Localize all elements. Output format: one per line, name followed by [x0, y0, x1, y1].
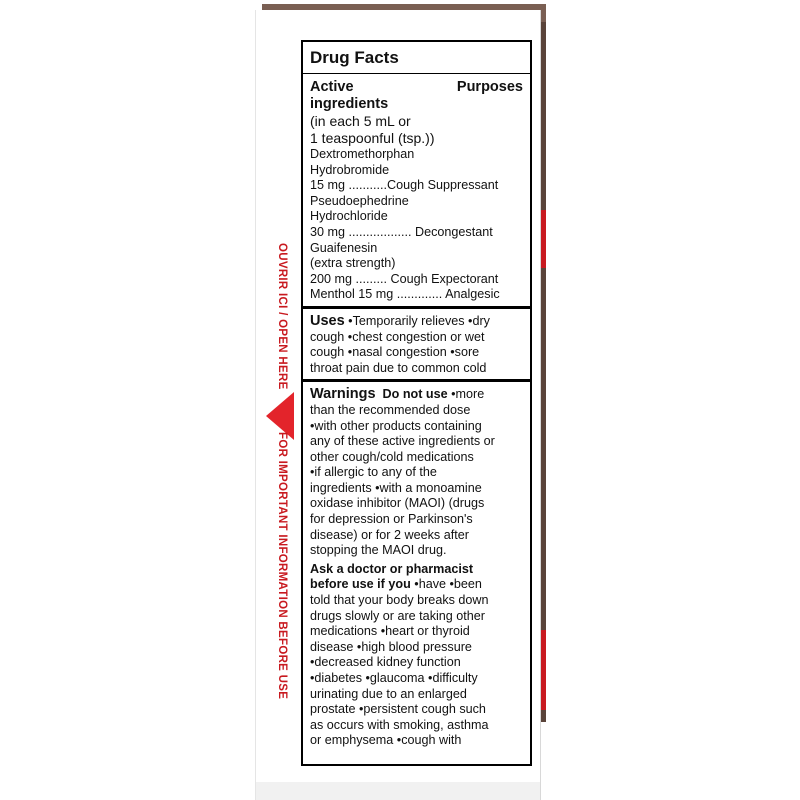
warnings-text: other cough/cold medications — [310, 449, 474, 464]
important-info-text: FOR IMPORTANT INFORMATION BEFORE USE — [276, 432, 288, 700]
ingredient-name: Guaifenesin — [310, 240, 378, 255]
uses-text: cough •nasal congestion •sore — [310, 345, 480, 360]
ingredient-amount: 15 mg ...........Cough Suppressant — [310, 178, 499, 193]
uses-text: •Temporarily relieves •dry — [348, 313, 490, 328]
active-ingredients-section — [303, 74, 530, 306]
warnings-text: •if allergic to any of the — [310, 465, 437, 480]
red-edge-strip — [540, 630, 546, 710]
ask-doctor-text: medications •heart or thyroid — [310, 624, 470, 639]
ask-doctor-heading: Ask a doctor or pharmacist — [310, 561, 474, 576]
ingredient-amount: 200 mg ......... Cough Expectorant — [310, 271, 499, 286]
warnings-text: •more — [447, 387, 485, 402]
warnings-text: ingredients •with a monoamine — [310, 480, 482, 495]
ask-doctor-text: drugs slowly or are taking other — [310, 608, 485, 623]
warnings-text: oxidase inhibitor (MAOI) (drugs — [310, 496, 485, 511]
ingredient-name: (extra strength) — [310, 256, 396, 271]
ingredient-name: Hydrobromide — [310, 162, 390, 177]
ingredient-name: Dextromethorphan — [310, 147, 415, 161]
ask-doctor-text: •diabetes •glaucoma •difficulty — [310, 671, 478, 685]
warnings-text: disease) or for 2 weeks after — [310, 527, 469, 542]
red-edge-strip — [540, 210, 546, 268]
uses-section — [303, 306, 530, 379]
warnings-text: any of these active ingredients or — [310, 434, 495, 449]
ask-doctor-text: •have •been — [410, 577, 482, 592]
uses-text: throat pain due to common cold — [310, 360, 487, 375]
warnings-heading: Warnings — [310, 386, 376, 403]
open-here-text: OUVRIR ICI / OPEN HERE — [276, 243, 288, 390]
warnings-section — [303, 379, 530, 752]
ask-doctor-text: disease •high blood pressure — [310, 639, 472, 654]
ask-doctor-text: or emphysema •cough with — [310, 733, 462, 748]
carton-bottom-edge — [256, 782, 540, 800]
uses-text: cough •chest congestion or wet — [310, 329, 485, 344]
dose-line: 1 teaspoonful (tsp.)) — [310, 130, 435, 146]
do-not-use-heading: Do not use — [382, 387, 448, 402]
ask-doctor-text: prostate •persistent cough such — [310, 702, 486, 717]
ingredient-name: Hydrochloride — [310, 209, 388, 224]
ask-doctor-text: told that your body breaks down — [310, 593, 489, 608]
warnings-text: than the recommended dose — [310, 402, 471, 417]
warnings-text: •with other products containing — [310, 418, 482, 433]
ingredient-amount: 30 mg .................. Decongestant — [310, 224, 493, 239]
ingredients-heading: ingredients — [310, 96, 389, 112]
warnings-text: for depression or Parkinson's — [310, 512, 473, 527]
uses-heading: Uses — [310, 312, 345, 329]
purposes-heading: Purposes — [456, 79, 523, 95]
ingredient-name: Pseudoephedrine — [310, 193, 409, 208]
ingredient-amount: Menthol 15 mg ............. Analgesic — [310, 287, 500, 302]
ask-doctor-heading: before use if you — [310, 577, 411, 592]
ask-doctor-text: •decreased kidney function — [310, 655, 461, 670]
ask-doctor-text: as occurs with smoking, asthma — [310, 717, 489, 732]
active-heading: Active — [310, 79, 354, 95]
ask-doctor-text: urinating due to an enlarged — [310, 686, 467, 701]
warnings-text: stopping the MAOI drug. — [310, 543, 447, 558]
dose-line: (in each 5 mL or — [310, 113, 411, 129]
drug-facts-title: Drug Facts — [303, 42, 530, 74]
drug-facts-box — [301, 40, 532, 766]
